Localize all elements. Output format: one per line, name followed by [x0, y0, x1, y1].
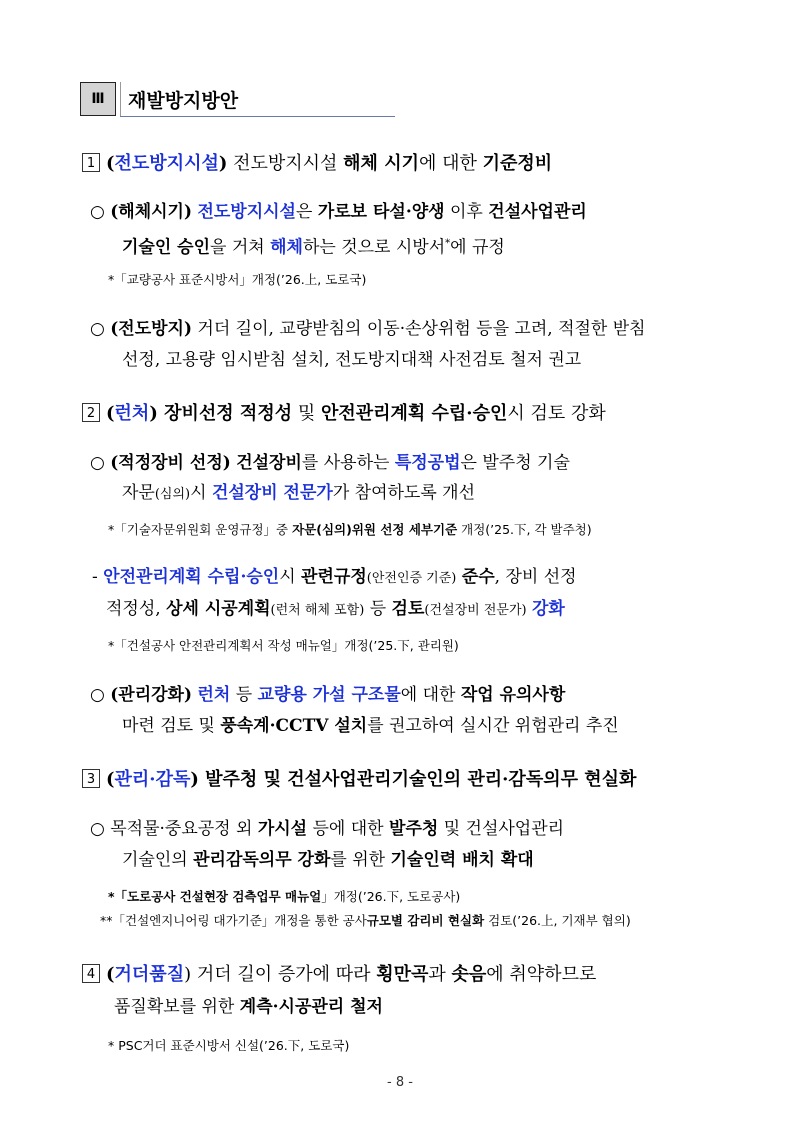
s1-para-2-line-2: 선정, 고용량 임시받침 설치, 전도방지대책 사전검토 철저 권고 — [122, 350, 582, 370]
section-1-heading: 1 (전도방지시설) 전도방지시설 해체 시기에 대한 기준정비 — [82, 152, 552, 176]
section-2-number: 2 — [82, 403, 100, 422]
s3-note-1: *「도로공사 건설현장 검측업무 매뉴얼」개정(’26.下, 도로공사) — [108, 889, 461, 904]
s1-para-1-line-1: ○ (해체시기) 전도방지시설은 가로보 타설·양생 이후 건설사업관리 — [90, 202, 587, 222]
s3-para-1-line-1: ○ 목적물·중요공정 외 가시설 등에 대한 발주청 및 건설사업관리 — [90, 819, 565, 839]
s1-para-2-line-1: ○ (전도방지) 거더 길이, 교량받침의 이동·손상위험 등을 고려, 적절한 받침 — [90, 319, 646, 339]
s3-note-2: **「건설엔지니어링 대가기준」개정을 통한 공사규모별 감리비 현실화 검토(’26.上, 기재부 협의) — [100, 913, 631, 928]
section-2-heading: 2 (런처) 장비선정 적정성 및 안전관리계획 수립·승인시 검토 강화 — [82, 402, 606, 426]
section-1-number: 1 — [82, 153, 100, 172]
roman-numeral-box: Ⅲ — [80, 82, 116, 116]
s2-para-3-line-2: 마련 검토 및 풍속계·CCTV 설치를 권고하여 실시간 위험관리 추진 — [122, 716, 619, 736]
s3-para-1-line-2: 기술인의 관리감독의무 강화를 위한 기술인력 배치 확대 — [122, 850, 534, 870]
section-4-heading-line-2: 품질확보를 위한 계측·시공관리 철저 — [114, 997, 383, 1017]
section-4-number: 4 — [82, 964, 100, 983]
section-header — [80, 80, 395, 117]
s1-note-1: *「교량공사 표준시방서」개정(’26.上, 도로국) — [108, 272, 367, 287]
s2-note-1: *「기술자문위원회 운영규정」중 자문(심의)위원 선정 세부기준 개정(’25.下, 각 발주청) — [108, 522, 592, 537]
section-3-heading: 3 (관리·감독) 발주청 및 건설사업관리기술인의 관리·감독의무 현실화 — [82, 768, 636, 792]
s4-note-1: * PSC거더 표준시방서 신설(’26.下, 도로국) — [108, 1038, 350, 1053]
s2-para-2-line-1: - 안전관리계획 수립·승인시 관련규정(안전인증 기준) 준수, 장비 선정 — [92, 567, 577, 587]
s2-para-1-line-2: 자문(심의)시 건설장비 전문가가 참여하도록 개선 — [122, 483, 476, 503]
s2-para-2-line-2: 적정성, 상세 시공계획(런처 해체 포함) 등 검토(건설장비 전문가) 강화 — [106, 599, 565, 619]
s1-para-1-line-2: 기술인 승인을 거쳐 해체하는 것으로 시방서*에 규정 — [122, 237, 505, 258]
header-underline — [120, 116, 395, 117]
header-divider — [120, 82, 121, 116]
s2-note-2: *「건설공사 안전관리계획서 작성 매뉴얼」개정(’25.下, 관리원) — [108, 638, 459, 653]
s2-para-3-line-1: ○ (관리강화) 런처 등 교량용 가설 구조물에 대한 작업 유의사항 — [90, 685, 566, 705]
section-3-number: 3 — [82, 769, 100, 788]
section-4-heading-line-1: 4 (거더품질) 거더 길이 증가에 따라 횡만곡과 솟음에 취약하므로 — [82, 963, 596, 987]
page-title: 재발방지방안 — [128, 90, 239, 112]
page-number: - 8 - — [387, 1075, 413, 1090]
s2-para-1-line-1: ○ (적정장비 선정) 건설장비를 사용하는 특정공법은 발주청 기술 — [90, 453, 570, 473]
